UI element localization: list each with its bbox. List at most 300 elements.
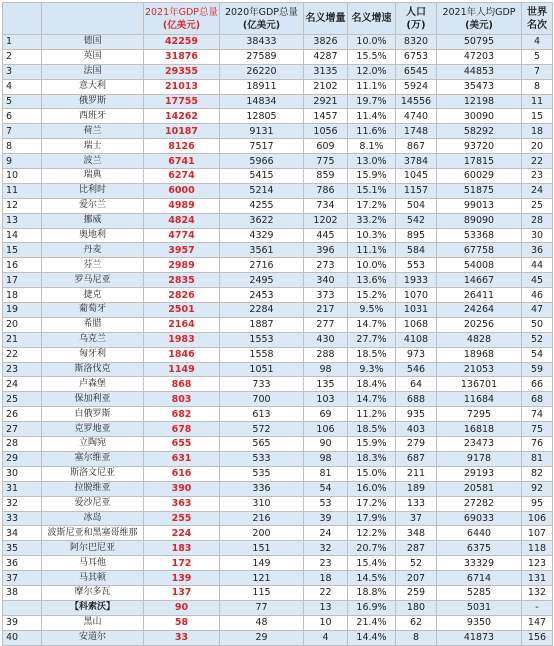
cell-world-rank: 75 (522, 422, 553, 437)
table-body (3, 35, 553, 646)
cell-country: 克罗地亚 (42, 422, 144, 437)
cell-world-rank: 22 (522, 154, 553, 169)
cell-country: 英国 (42, 49, 144, 64)
cell-country: 拉脱维亚 (42, 481, 144, 496)
cell-world-rank: 45 (522, 273, 553, 288)
cell-world-rank: 74 (522, 407, 553, 422)
cell-gdp-2020: 5415 (220, 169, 304, 184)
cell-nominal-growth: 10.3% (348, 228, 396, 243)
cell-nominal-increase: 4 (304, 630, 348, 645)
cell-per-capita: 93720 (437, 139, 522, 154)
cell-per-capita: 18968 (437, 347, 522, 362)
cell-country: 捷克 (42, 288, 144, 303)
cell-world-rank: 5 (522, 49, 553, 64)
cell-nominal-increase: 609 (304, 139, 348, 154)
cell-population: 62 (396, 615, 437, 630)
cell-gdp-2021: 172 (144, 556, 220, 571)
cell-nominal-growth: 15.0% (348, 466, 396, 481)
cell-rank: 28 (3, 437, 42, 452)
cell-gdp-2021: 2989 (144, 258, 220, 273)
cell-rank: 32 (3, 496, 42, 511)
cell-per-capita: 9178 (437, 451, 522, 466)
cell-country: 斯洛文尼亚 (42, 466, 144, 481)
table-row (3, 109, 553, 124)
cell-population: 867 (396, 139, 437, 154)
table-row (3, 273, 553, 288)
cell-nominal-increase: 98 (304, 451, 348, 466)
table-row (3, 303, 553, 318)
cell-gdp-2021: 4824 (144, 213, 220, 228)
cell-country: 比利时 (42, 183, 144, 198)
cell-gdp-2020: 27589 (220, 49, 304, 64)
cell-population: 403 (396, 422, 437, 437)
cell-gdp-2020: 535 (220, 466, 304, 481)
cell-gdp-2020: 9131 (220, 124, 304, 139)
cell-country: 马其顿 (42, 571, 144, 586)
cell-country: 法国 (42, 64, 144, 79)
header-gdp-2020-title: 2020年GDP总量 (224, 6, 299, 18)
header-per-capita-title: 2021年人均GDP (442, 6, 516, 18)
cell-population: 542 (396, 213, 437, 228)
table-row (3, 407, 553, 422)
cell-nominal-increase: 430 (304, 332, 348, 347)
cell-nominal-increase: 3135 (304, 64, 348, 79)
cell-per-capita: 6714 (437, 571, 522, 586)
cell-per-capita: 58292 (437, 124, 522, 139)
cell-per-capita: 44853 (437, 64, 522, 79)
cell-rank: 19 (3, 303, 42, 318)
cell-gdp-2020: 18911 (220, 79, 304, 94)
header-gdp-2021-title: 2021年GDP总量 (144, 6, 219, 18)
cell-nominal-growth: 16.0% (348, 481, 396, 496)
cell-country: 乌克兰 (42, 332, 144, 347)
header-gdp-2020 (220, 3, 304, 35)
cell-gdp-2020: 1553 (220, 332, 304, 347)
cell-population: 6753 (396, 49, 437, 64)
table-row (3, 437, 553, 452)
cell-nominal-growth: 18.5% (348, 422, 396, 437)
cell-world-rank: - (522, 600, 553, 615)
table-row (3, 571, 553, 586)
cell-nominal-growth: 15.2% (348, 288, 396, 303)
cell-world-rank: 20 (522, 139, 553, 154)
cell-rank: 26 (3, 407, 42, 422)
cell-nominal-growth: 27.7% (348, 332, 396, 347)
cell-population: 4108 (396, 332, 437, 347)
cell-nominal-growth: 18.8% (348, 585, 396, 600)
cell-gdp-2021: 2164 (144, 317, 220, 332)
cell-per-capita: 99013 (437, 198, 522, 213)
cell-world-rank: 18 (522, 124, 553, 139)
cell-rank: 10 (3, 169, 42, 184)
cell-rank: 36 (3, 556, 42, 571)
cell-rank: 22 (3, 347, 42, 362)
cell-population: 1068 (396, 317, 437, 332)
cell-nominal-increase: 340 (304, 273, 348, 288)
cell-world-rank: 15 (522, 109, 553, 124)
header-population (396, 3, 437, 35)
cell-per-capita: 54008 (437, 258, 522, 273)
cell-gdp-2020: 115 (220, 585, 304, 600)
header-world-rank-unit: 名次 (527, 19, 547, 31)
cell-per-capita: 136701 (437, 377, 522, 392)
cell-nominal-growth: 11.1% (348, 243, 396, 258)
cell-gdp-2021: 678 (144, 422, 220, 437)
cell-nominal-increase: 81 (304, 466, 348, 481)
cell-population: 687 (396, 451, 437, 466)
cell-rank: 9 (3, 154, 42, 169)
table-row (3, 347, 553, 362)
cell-nominal-increase: 3826 (304, 35, 348, 50)
cell-nominal-growth: 18.3% (348, 451, 396, 466)
header-gdp-2021-unit: (亿美元) (162, 19, 201, 31)
table-row (3, 35, 553, 50)
cell-population: 1070 (396, 288, 437, 303)
table-row (3, 556, 553, 571)
cell-per-capita: 4828 (437, 332, 522, 347)
cell-population: 133 (396, 496, 437, 511)
cell-nominal-increase: 18 (304, 571, 348, 586)
cell-country: 爱沙尼亚 (42, 496, 144, 511)
table-row (3, 481, 553, 496)
cell-gdp-2021: 4774 (144, 228, 220, 243)
cell-gdp-2021: 6741 (144, 154, 220, 169)
table-row (3, 317, 553, 332)
table-row (3, 392, 553, 407)
cell-rank: 24 (3, 377, 42, 392)
table-row (3, 630, 553, 645)
cell-nominal-growth: 13.0% (348, 154, 396, 169)
cell-gdp-2021: 803 (144, 392, 220, 407)
cell-gdp-2020: 151 (220, 541, 304, 556)
cell-rank: 17 (3, 273, 42, 288)
cell-nominal-growth: 19.7% (348, 94, 396, 109)
cell-population: 6545 (396, 64, 437, 79)
cell-nominal-increase: 1202 (304, 213, 348, 228)
cell-gdp-2021: 1846 (144, 347, 220, 362)
cell-nominal-growth: 14.5% (348, 571, 396, 586)
cell-country: 芬兰 (42, 258, 144, 273)
cell-gdp-2021: 139 (144, 571, 220, 586)
cell-world-rank: 25 (522, 198, 553, 213)
table-row (3, 526, 553, 541)
cell-per-capita: 69033 (437, 511, 522, 526)
cell-country: 马耳他 (42, 556, 144, 571)
cell-per-capita: 7295 (437, 407, 522, 422)
table-row (3, 183, 553, 198)
cell-gdp-2021: 17755 (144, 94, 220, 109)
cell-country: 波斯尼亚和黑塞哥维那 (42, 526, 144, 541)
table-row (3, 243, 553, 258)
cell-world-rank: 107 (522, 526, 553, 541)
cell-country: 荷兰 (42, 124, 144, 139)
cell-world-rank: 44 (522, 258, 553, 273)
cell-rank: 21 (3, 332, 42, 347)
cell-nominal-growth: 17.2% (348, 198, 396, 213)
cell-gdp-2020: 38433 (220, 35, 304, 50)
cell-per-capita: 26411 (437, 288, 522, 303)
cell-country: 意大利 (42, 79, 144, 94)
cell-population: 8320 (396, 35, 437, 50)
cell-gdp-2021: 183 (144, 541, 220, 556)
cell-per-capita: 50795 (437, 35, 522, 50)
cell-per-capita: 89090 (437, 213, 522, 228)
table-row (3, 585, 553, 600)
cell-nominal-increase: 98 (304, 362, 348, 377)
cell-nominal-increase: 786 (304, 183, 348, 198)
cell-nominal-increase: 396 (304, 243, 348, 258)
cell-population: 973 (396, 347, 437, 362)
cell-gdp-2020: 77 (220, 600, 304, 615)
cell-population: 1748 (396, 124, 437, 139)
cell-rank: 23 (3, 362, 42, 377)
cell-rank: 14 (3, 228, 42, 243)
cell-world-rank: 131 (522, 571, 553, 586)
cell-rank: 33 (3, 511, 42, 526)
cell-gdp-2020: 29 (220, 630, 304, 645)
cell-population: 1045 (396, 169, 437, 184)
cell-nominal-increase: 103 (304, 392, 348, 407)
cell-rank: 15 (3, 243, 42, 258)
table-row (3, 451, 553, 466)
cell-gdp-2020: 2453 (220, 288, 304, 303)
table-row (3, 198, 553, 213)
cell-per-capita: 30090 (437, 109, 522, 124)
cell-nominal-increase: 2102 (304, 79, 348, 94)
header-rank (3, 3, 42, 35)
cell-gdp-2021: 21013 (144, 79, 220, 94)
cell-rank: 18 (3, 288, 42, 303)
cell-world-rank: 123 (522, 556, 553, 571)
cell-per-capita: 16818 (437, 422, 522, 437)
cell-nominal-increase: 24 (304, 526, 348, 541)
cell-country: 葡萄牙 (42, 303, 144, 318)
cell-nominal-increase: 1457 (304, 109, 348, 124)
cell-population: 64 (396, 377, 437, 392)
table-row (3, 258, 553, 273)
cell-world-rank: 147 (522, 615, 553, 630)
cell-nominal-growth: 14.7% (348, 317, 396, 332)
cell-per-capita: 5031 (437, 600, 522, 615)
cell-nominal-increase: 373 (304, 288, 348, 303)
cell-per-capita: 41873 (437, 630, 522, 645)
cell-nominal-increase: 445 (304, 228, 348, 243)
cell-nominal-increase: 54 (304, 481, 348, 496)
cell-nominal-increase: 106 (304, 422, 348, 437)
cell-nominal-increase: 53 (304, 496, 348, 511)
cell-nominal-increase: 13 (304, 600, 348, 615)
cell-population: 3784 (396, 154, 437, 169)
table-row (3, 124, 553, 139)
cell-country: 爱尔兰 (42, 198, 144, 213)
cell-gdp-2021: 90 (144, 600, 220, 615)
cell-country: 立陶宛 (42, 437, 144, 452)
cell-gdp-2020: 733 (220, 377, 304, 392)
cell-gdp-2021: 29355 (144, 64, 220, 79)
cell-per-capita: 60029 (437, 169, 522, 184)
cell-nominal-growth: 15.1% (348, 183, 396, 198)
cell-per-capita: 27282 (437, 496, 522, 511)
cell-rank: 37 (3, 571, 42, 586)
cell-population: 688 (396, 392, 437, 407)
cell-rank: 12 (3, 198, 42, 213)
cell-world-rank: 30 (522, 228, 553, 243)
cell-gdp-2020: 336 (220, 481, 304, 496)
cell-population: 935 (396, 407, 437, 422)
cell-country: 俄罗斯 (42, 94, 144, 109)
cell-world-rank: 106 (522, 511, 553, 526)
cell-rank: 31 (3, 481, 42, 496)
cell-world-rank: 59 (522, 362, 553, 377)
cell-per-capita: 17815 (437, 154, 522, 169)
header-nominal-growth: 名义增速 (348, 3, 396, 35)
table-row (3, 422, 553, 437)
cell-country: 斯洛伐克 (42, 362, 144, 377)
cell-gdp-2020: 2284 (220, 303, 304, 318)
cell-gdp-2020: 310 (220, 496, 304, 511)
header-per-capita-unit: (美元) (465, 19, 493, 31)
cell-gdp-2020: 1558 (220, 347, 304, 362)
cell-world-rank: 8 (522, 79, 553, 94)
cell-rank: 16 (3, 258, 42, 273)
cell-country: 德国 (42, 35, 144, 50)
cell-gdp-2020: 700 (220, 392, 304, 407)
cell-gdp-2021: 616 (144, 466, 220, 481)
gdp-table (2, 2, 553, 646)
cell-world-rank: 132 (522, 585, 553, 600)
cell-world-rank: 54 (522, 347, 553, 362)
cell-population: 5924 (396, 79, 437, 94)
cell-gdp-2020: 7517 (220, 139, 304, 154)
cell-country: 挪威 (42, 213, 144, 228)
cell-gdp-2020: 26220 (220, 64, 304, 79)
cell-world-rank: 11 (522, 94, 553, 109)
cell-world-rank: 68 (522, 392, 553, 407)
cell-nominal-growth: 33.2% (348, 213, 396, 228)
cell-nominal-growth: 21.4% (348, 615, 396, 630)
cell-country: 瑞士 (42, 139, 144, 154)
table-row (3, 466, 553, 481)
cell-gdp-2020: 565 (220, 437, 304, 452)
cell-gdp-2020: 4255 (220, 198, 304, 213)
cell-rank: 7 (3, 124, 42, 139)
cell-gdp-2020: 613 (220, 407, 304, 422)
cell-gdp-2021: 631 (144, 451, 220, 466)
cell-nominal-growth: 10.0% (348, 258, 396, 273)
cell-per-capita: 29193 (437, 466, 522, 481)
cell-world-rank: 47 (522, 303, 553, 318)
cell-gdp-2021: 42259 (144, 35, 220, 50)
cell-gdp-2021: 2835 (144, 273, 220, 288)
cell-nominal-growth: 17.9% (348, 511, 396, 526)
cell-country: 保加利亚 (42, 392, 144, 407)
cell-gdp-2020: 14834 (220, 94, 304, 109)
cell-nominal-growth: 18.5% (348, 347, 396, 362)
cell-gdp-2020: 216 (220, 511, 304, 526)
cell-per-capita: 53368 (437, 228, 522, 243)
cell-gdp-2020: 5214 (220, 183, 304, 198)
cell-nominal-growth: 17.2% (348, 496, 396, 511)
cell-nominal-growth: 11.4% (348, 109, 396, 124)
cell-country: 瑞典 (42, 169, 144, 184)
cell-gdp-2021: 2826 (144, 288, 220, 303)
cell-rank: 4 (3, 79, 42, 94)
cell-world-rank: 36 (522, 243, 553, 258)
cell-gdp-2021: 655 (144, 437, 220, 452)
cell-gdp-2021: 4989 (144, 198, 220, 213)
cell-population: 348 (396, 526, 437, 541)
cell-nominal-growth: 9.3% (348, 362, 396, 377)
cell-per-capita: 24264 (437, 303, 522, 318)
cell-population: 1933 (396, 273, 437, 288)
cell-country: 【科索沃】 (42, 600, 144, 615)
cell-gdp-2021: 1149 (144, 362, 220, 377)
cell-gdp-2020: 149 (220, 556, 304, 571)
header-population-title: 人口 (406, 6, 426, 18)
cell-population: 8 (396, 630, 437, 645)
cell-world-rank: 82 (522, 466, 553, 481)
cell-country: 白俄罗斯 (42, 407, 144, 422)
cell-per-capita: 6375 (437, 541, 522, 556)
table-row (3, 511, 553, 526)
cell-gdp-2021: 224 (144, 526, 220, 541)
cell-nominal-increase: 775 (304, 154, 348, 169)
cell-population: 546 (396, 362, 437, 377)
table-row (3, 496, 553, 511)
cell-nominal-increase: 288 (304, 347, 348, 362)
table-row (3, 377, 553, 392)
cell-rank: 29 (3, 451, 42, 466)
cell-gdp-2021: 1983 (144, 332, 220, 347)
cell-per-capita: 20256 (437, 317, 522, 332)
cell-country: 波兰 (42, 154, 144, 169)
cell-nominal-growth: 10.0% (348, 35, 396, 50)
cell-rank (3, 600, 42, 615)
cell-nominal-growth: 12.2% (348, 526, 396, 541)
cell-world-rank: 46 (522, 288, 553, 303)
cell-nominal-growth: 15.9% (348, 437, 396, 452)
cell-population: 287 (396, 541, 437, 556)
cell-nominal-growth: 15.5% (348, 49, 396, 64)
cell-gdp-2021: 3957 (144, 243, 220, 258)
cell-nominal-increase: 734 (304, 198, 348, 213)
cell-world-rank: 24 (522, 183, 553, 198)
cell-nominal-growth: 11.1% (348, 79, 396, 94)
table-row (3, 79, 553, 94)
cell-rank: 39 (3, 615, 42, 630)
cell-nominal-growth: 15.4% (348, 556, 396, 571)
cell-population: 211 (396, 466, 437, 481)
cell-world-rank: 50 (522, 317, 553, 332)
cell-rank: 27 (3, 422, 42, 437)
cell-nominal-increase: 10 (304, 615, 348, 630)
cell-country: 丹麦 (42, 243, 144, 258)
cell-country: 希腊 (42, 317, 144, 332)
cell-gdp-2020: 572 (220, 422, 304, 437)
cell-country: 匈牙利 (42, 347, 144, 362)
table-row (3, 64, 553, 79)
cell-rank: 13 (3, 213, 42, 228)
cell-per-capita: 20581 (437, 481, 522, 496)
cell-gdp-2020: 3561 (220, 243, 304, 258)
cell-country: 冰岛 (42, 511, 144, 526)
cell-rank: 30 (3, 466, 42, 481)
cell-gdp-2021: 14262 (144, 109, 220, 124)
cell-nominal-increase: 4287 (304, 49, 348, 64)
cell-gdp-2020: 48 (220, 615, 304, 630)
cell-nominal-growth: 15.9% (348, 169, 396, 184)
cell-per-capita: 47203 (437, 49, 522, 64)
